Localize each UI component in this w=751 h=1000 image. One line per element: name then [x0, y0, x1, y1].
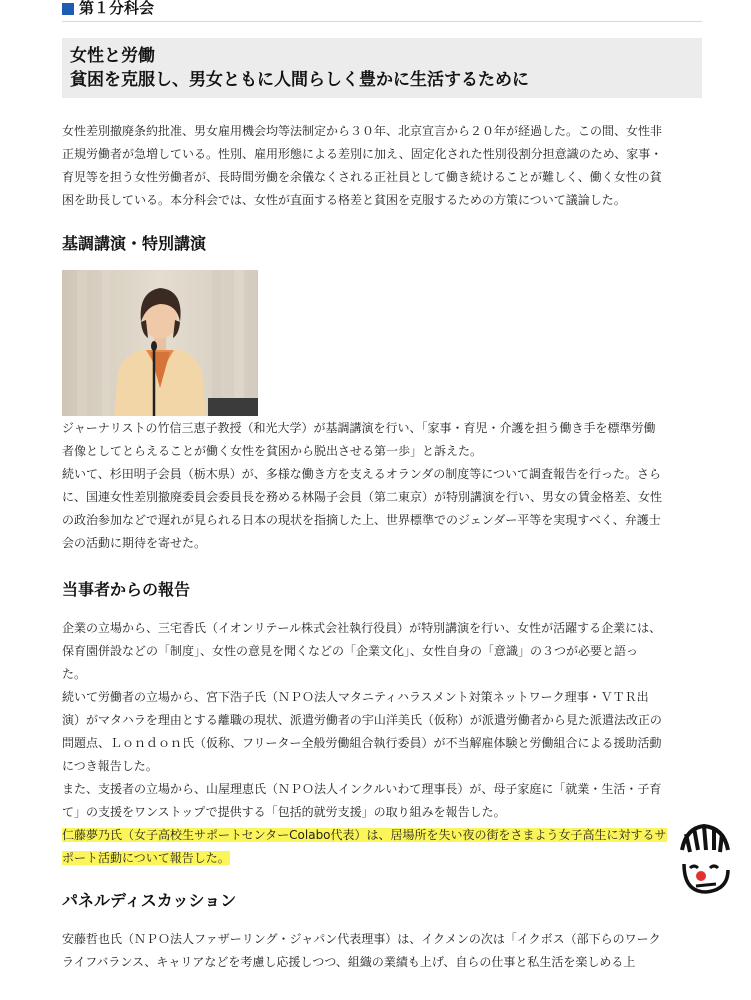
- article-title-line2: 貧困を克服し、男女ともに人間らしく豊かに生活するために: [70, 70, 529, 90]
- reports-heading: 当事者からの報告: [62, 580, 191, 599]
- panel-heading: パネルディスカッション: [62, 891, 237, 910]
- keynote-line: に、国連女性差別撤廃委員会委員長を務める林陽子会員（第二東京）が特別講演を行い、男女の賃金格差、女性: [62, 490, 663, 504]
- reports-line: また、支援者の立場から、山屋理恵氏（ＮＰＯ法人インクルいわて理事長）が、母子家庭に「就業・生活・子育: [62, 782, 662, 796]
- reports-line: た。: [62, 667, 87, 681]
- reports-line: 保育園併設などの「制度」、女性の意見を聞くなどの「企業文化」、女性自身の「意識」の３つが必要と語っ: [62, 644, 639, 658]
- keynote-line: 者像としてとらえることが働く女性を貧困から脱出させる第一歩」と訴えた。: [62, 444, 483, 458]
- reports-line: 続いて労働者の立場から、宮下浩子氏（ＮＰＯ法人マタニティハラスメント対策ネットワーク理事・ＶＴＲ出: [62, 690, 649, 704]
- reports-line: 問題点、Ｌｏｎｄｏｎ氏（仮称、フリーター全般労働組合執行委員）が不当解雇体験と労働組合による援助活動: [62, 736, 662, 750]
- section-header: [62, 0, 702, 22]
- section-title: 第１分科会: [79, 0, 155, 17]
- article-title-line1: 女性と労働: [70, 46, 155, 66]
- highlighted-text: 仁藤夢乃氏（女子高校生サポートセンターColabo代表）は、居場所を失い夜の街をさまよう女子高生に対するサ: [62, 828, 667, 842]
- keynote-line: 会の活動に期待を寄せた。: [62, 536, 207, 550]
- highlighted-line: [62, 847, 704, 870]
- intro-line: 正規労働者が急増している。性別、雇用形態による差別に加え、固定化された性別役割分担意識のため、家事・: [62, 147, 663, 161]
- speaker-photo: [62, 270, 258, 416]
- intro-line: 困を助長している。本分科会では、女性が直面する格差と貧困を克服するための方策について議論した。: [62, 193, 626, 207]
- reports-line: て」の支援をワンストップで提供する「包括的就労支援」の取り組みを報告した。: [62, 805, 506, 819]
- reports-line: につき報告した。: [62, 759, 158, 773]
- intro-paragraph: [62, 120, 704, 212]
- highlighted-text: ポート活動について報告した。: [62, 851, 230, 865]
- reports-line: 演）がマタハラを理由とする離職の現状、派遣労働者の宇山洋美氏（仮称）が派遣労働者から見た派遣法改正の: [62, 713, 662, 727]
- intro-line: 育児等を担う女性労働者が、長時間労働を余儀なくされる正社員として働き続けることが難しく、働く女性の貧: [62, 170, 662, 184]
- reports-line: 企業の立場から、三宅香氏（イオンリテール株式会社執行役員）が特別講演を行い、女性が活躍する企業には、: [62, 621, 662, 635]
- article-title-box: [62, 38, 702, 98]
- speaker-photo-illustration: [62, 270, 258, 416]
- keynote-heading: 基調講演・特別講演: [62, 234, 207, 253]
- reports-paragraph: [62, 617, 704, 870]
- keynote-line: ジャーナリストの竹信三恵子教授（和光大学）が基調講演を行い、「家事・育児・介護を担う働き手を標準労働: [62, 421, 656, 435]
- intro-line: 女性差別撤廃条約批准、男女雇用機会均等法制定から３０年、北京宣言から２０年が経過した。この間、女性非: [62, 124, 663, 138]
- character-stamp-icon: [676, 820, 732, 898]
- panel-paragraph: [62, 928, 704, 974]
- keynote-paragraph: [62, 417, 704, 555]
- highlighted-line: [62, 824, 704, 847]
- panel-line: 安藤哲也氏（ＮＰＯ法人ファザーリング・ジャパン代表理事）は、イクメンの次は「イクボス（部下らのワーク: [62, 932, 661, 946]
- section-marker-square: [62, 3, 74, 15]
- panel-line: ライフバランス、キャリアなどを考慮し応援しつつ、組織の業績も上げ、自らの仕事と私生活を楽しめる上: [62, 955, 636, 969]
- keynote-line: 続いて、杉田明子会員（栃木県）が、多様な働き方を支えるオランダの制度等について調査報告を行った。さら: [62, 467, 662, 481]
- keynote-line: の政治参加などで遅れが見られる日本の現状を指摘した上、世界標準でのジェンダー平等を実現すべく、弁護士: [62, 513, 661, 527]
